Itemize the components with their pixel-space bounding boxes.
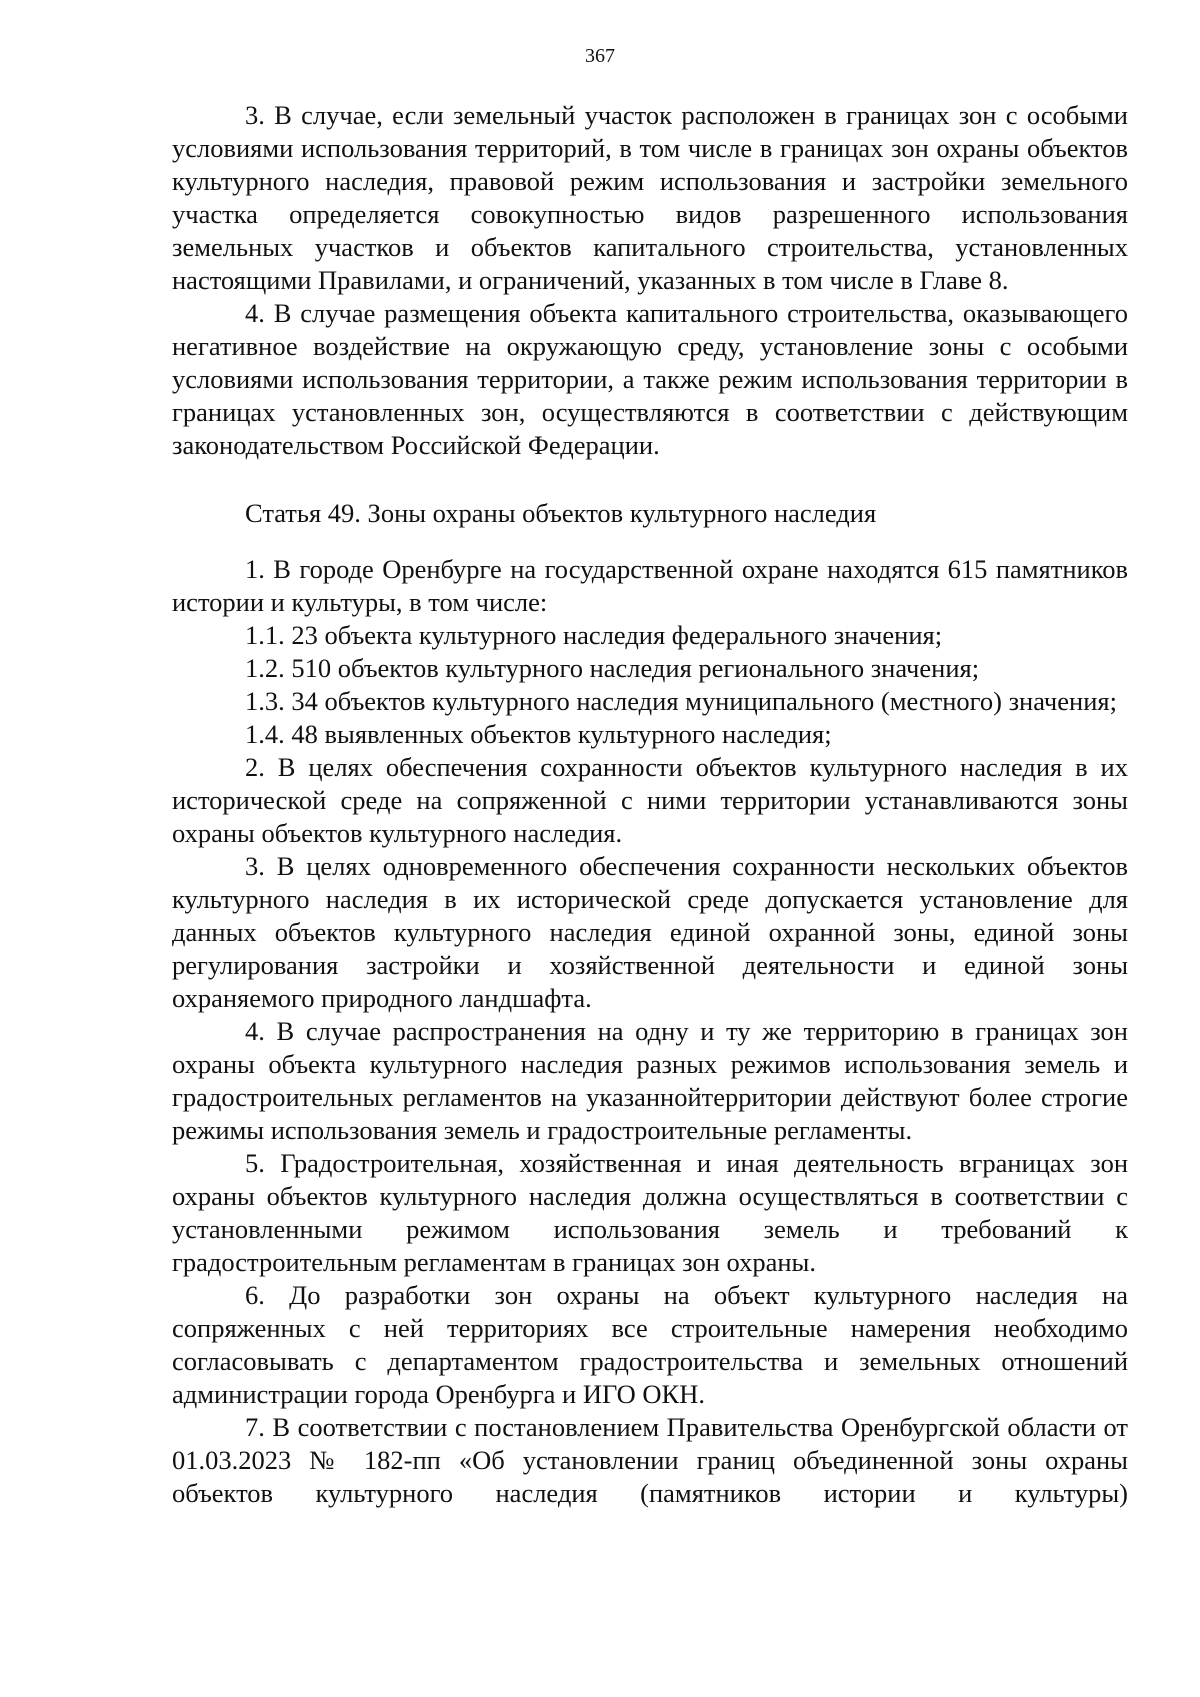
article-item-1-3: 1.3. 34 объектов культурного наследия муниципального (местного) значения; xyxy=(245,686,1117,716)
article-paragraph-4: 4. В случае распространения на одну и ту же территорию в границах зон охраны объекта культурного наследия разных режимов использования земель и градостроительных регламентов на указаннойтерритории действуют более строгие режимы использования земель и градостроительные регламенты. xyxy=(172,1016,1128,1145)
article-paragraph-3: 3. В целях одновременного обеспечения сохранности нескольких объектов культурного наследия в их исторической среде допускается установление для данных объектов культурного наследия единой охранной зоны, единой зоны регулирования застройки и хозяйственной деятельности и единой зоны охраняемого природного ландшафта. xyxy=(172,851,1128,1013)
article-49-body xyxy=(172,553,1128,1510)
article-item-1-1: 1.1. 23 объекта культурного наследия федерального значения; xyxy=(245,620,943,650)
article-paragraph-5: 5. Градостроительная, хозяйственная и иная деятельность вграницах зон охраны объектов культурного наследия должна осуществляться в соответствии с установленными режимом использования земель и требований к градостроительным регламентам в границах зон охраны. xyxy=(172,1148,1128,1277)
document-body xyxy=(172,99,1128,1510)
article-paragraph-7: 7. В соответствии с постановлением Правительства Оренбургской области от 01.03.2023 № 182-пп «Об установлении границ объединенной зоны охраны объектов культурного наследия (памятников истории и культуры) xyxy=(172,1412,1128,1508)
article-paragraph-1: 1. В городе Оренбурге на государственной охране находятся 615 памятников истории и культуры, в том числе: xyxy=(172,554,1128,617)
page-number: 367 xyxy=(585,45,615,67)
article-item-1-4: 1.4. 48 выявленных объектов культурного наследия; xyxy=(245,719,832,749)
article-paragraph-2: 2. В целях обеспечения сохранности объектов культурного наследия в их исторической среде на сопряженной с ними территории устанавливаются зоны охраны объектов культурного наследия. xyxy=(172,752,1128,848)
paragraph-4: 4. В случае размещения объекта капитального строительства, оказывающего негативное воздействие на окружающую среду, установление зоны с особыми условиями использования территории, а также режим использования территории в границах установленных зон, осуществляются в соответствии с действующим законодательством Российской Федерации. xyxy=(172,298,1128,460)
article-heading: Статья 49. Зоны охраны объектов культурного наследия xyxy=(245,498,877,528)
paragraph-3: 3. В случае, если земельный участок расположен в границах зон с особыми условиями использования территорий, в том числе в границах зон охраны объектов культурного наследия, правовой режим использования и застройки земельного участка определяется совокупностью видов разрешенного использования земельных участков и объектов капитального строительства, установленных настоящими Правилами, и ограничений, указанных в том числе в Главе 8. xyxy=(172,100,1128,295)
article-item-1-2: 1.2. 510 объектов культурного наследия регионального значения; xyxy=(245,653,980,683)
article-paragraph-6: 6. До разработки зон охраны на объект культурного наследия на сопряженных с ней территориях все строительные намерения необходимо согласовывать с департаментом градостроительства и земельных отношений администрации города Оренбурга и ИГО ОКН. xyxy=(172,1280,1128,1409)
